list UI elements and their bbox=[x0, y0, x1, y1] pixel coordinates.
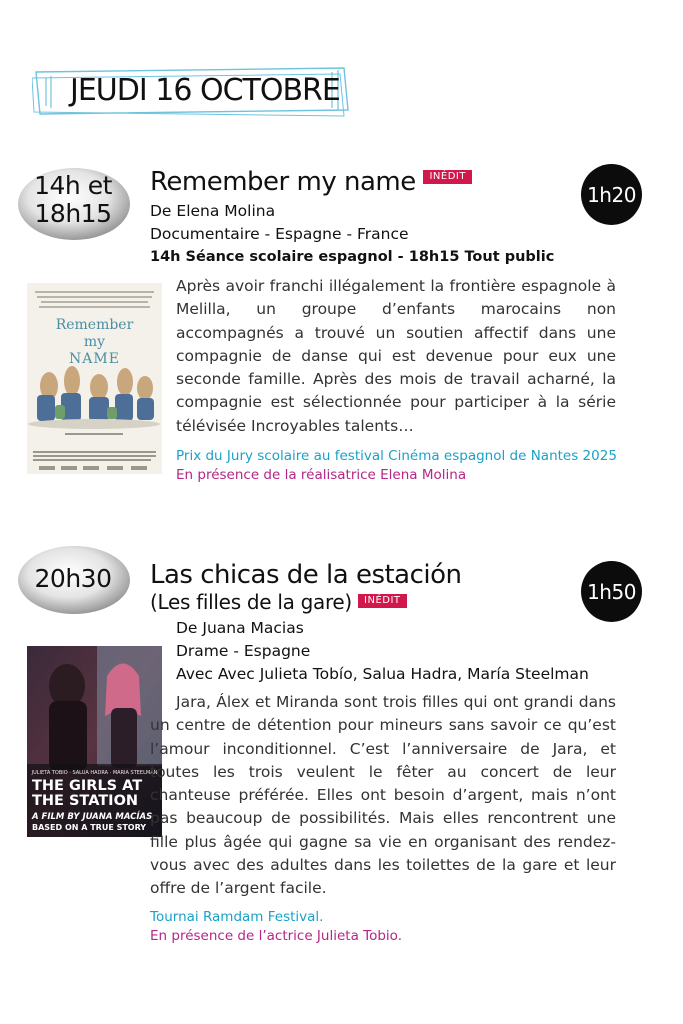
film-genre: Documentaire - Espagne - France bbox=[150, 225, 409, 243]
film-poster bbox=[27, 283, 162, 474]
poster-title-3: NAME bbox=[69, 351, 120, 367]
inedit-badge: INÉDIT bbox=[358, 594, 407, 608]
film-subtitle-text: (Les filles de la gare) bbox=[150, 590, 352, 614]
film-genre: Drame - Espagne bbox=[176, 642, 311, 660]
film-guest: En présence de la réalisatrice Elena Molina bbox=[176, 467, 467, 483]
time-pebble bbox=[14, 540, 132, 624]
film-synopsis: Après avoir franchi illégalement la frontière espagnole à Melilla, un groupe d’enfants marocains non accompagnés a trouvé un soutien affectif dans une compagnie de danse qui est devenue pour eux une seconde famille. Après des mois de travail acharné, la compagnie est sélectionnée pour participer à la série télévisée Incroyables talents… bbox=[176, 277, 616, 435]
poster-title-1: THE GIRLS AT bbox=[32, 778, 143, 794]
film-subtitle bbox=[150, 590, 407, 614]
film-title bbox=[150, 167, 472, 197]
poster-artwork bbox=[27, 283, 162, 474]
poster-title-1: Remember bbox=[55, 317, 134, 333]
film-guest: En présence de l’actrice Julieta Tobio. bbox=[150, 928, 402, 944]
film-cast: Avec Avec Julieta Tobío, Salua Hadra, María Steelman bbox=[176, 665, 589, 683]
film-festival: Tournai Ramdam Festival. bbox=[150, 909, 324, 925]
poster-credit: A FILM BY JUANA MACÍAS bbox=[32, 812, 153, 822]
film-title: Las chicas de la estación bbox=[150, 560, 462, 590]
poster-title-2: THE STATION bbox=[32, 793, 139, 809]
time-line-1: 20h30 bbox=[34, 564, 112, 593]
duration-badge: 1h50 bbox=[581, 561, 642, 622]
film-title-text: Remember my name bbox=[150, 167, 416, 197]
time-line-2: 18h15 bbox=[34, 199, 112, 228]
poster-cast: JULIETA TOBÍO · SALUA HADRA · MARÍA STEELMAN bbox=[31, 770, 158, 776]
day-title: JEUDI 16 OCTOBRE bbox=[70, 73, 340, 108]
film-poster bbox=[27, 646, 162, 837]
time-line-1: 14h et bbox=[34, 171, 112, 200]
film-screening: 14h Séance scolaire espagnol - 18h15 Tout public bbox=[150, 249, 555, 265]
duration-badge: 1h20 bbox=[581, 164, 642, 225]
time-pebble bbox=[14, 160, 132, 244]
day-banner bbox=[32, 64, 350, 118]
film-prize: Prix du Jury scolaire au festival Cinéma espagnol de Nantes 2025 bbox=[176, 448, 617, 464]
poster-tagline: BASED ON A TRUE STORY bbox=[32, 823, 147, 832]
film-synopsis: Jara, Álex et Miranda sont trois filles qui ont grandi dans un centre de détention pour mineurs sans savoir ce qu’est l’amour inconditionnel. C’est l’anniversaire de Jara, et toutes les trois veulent le fêter au concert de leur chanteuse préférée. Elles ont besoin d’argent, mais n’ont pas beaucoup de possibilités. Mais elles rencontrent une fille plus âgée qui gagne sa vie en organisant des rendez-vous avec des adultes dans les toilettes de la gare et leur offre de l’argent facile. bbox=[150, 693, 616, 898]
film-director: De Juana Macias bbox=[176, 619, 304, 637]
poster-title-2: my bbox=[83, 334, 106, 350]
inedit-badge: INÉDIT bbox=[423, 170, 472, 184]
film-director: De Elena Molina bbox=[150, 202, 276, 220]
